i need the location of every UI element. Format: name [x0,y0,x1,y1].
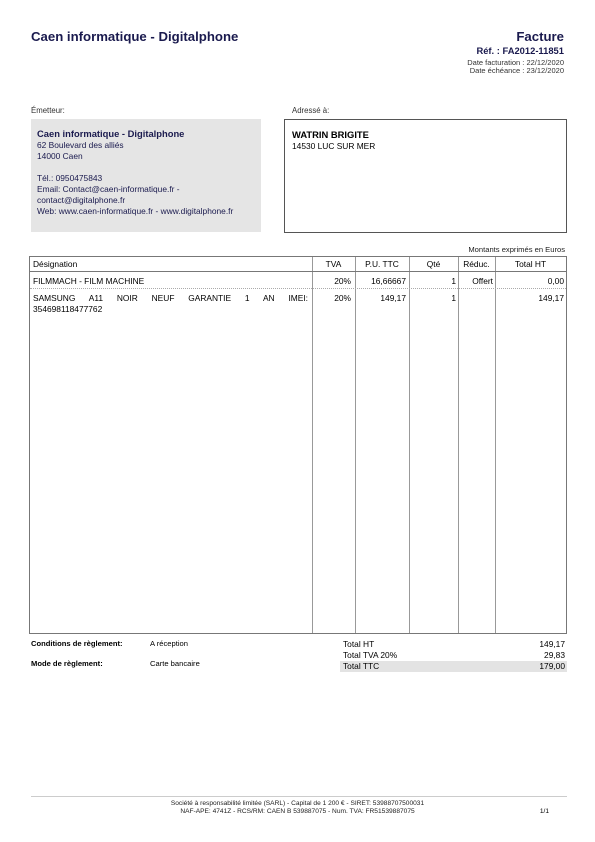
items-table [29,256,567,634]
company-title: Caen informatique - Digitalphone [31,29,239,44]
invoice-reference: Réf. : FA2012-11851 [476,45,564,56]
emitter-address2: 14000 Caen [37,151,83,161]
emitter-email1: Email: Contact@caen-informatique.fr - [37,184,180,194]
total-ht-label: Total HT [343,639,375,649]
currency-note: Montants exprimés en Euros [468,245,565,254]
row2-designation: SAMSUNG A11 NOIR NEUF GARANTIE 1 AN IMEI: [33,293,308,303]
due-date: Date échéance : 23/12/2020 [469,66,564,75]
invoice-date: Date facturation : 22/12/2020 [467,58,564,67]
row1-tva: 20% [334,276,351,286]
emitter-phone: Tél.: 0950475843 [37,173,103,183]
page-number: 1/1 [539,808,549,815]
row1-total: 0,00 [547,276,564,286]
total-ttc-value: 179,00 [539,661,565,671]
header-tva: TVA [325,259,342,269]
document-type: Facture [516,29,564,44]
emitter-name: Caen informatique - Digitalphone [37,128,185,139]
row2-designation-imei: 354698118477762 [33,304,103,314]
emitter-label: Émetteur: [31,106,65,115]
payment-mode-label: Mode de règlement: [31,659,103,668]
addressee-label: Adressé à: [292,106,330,115]
header-discount: Réduc. [463,259,490,269]
total-ttc-row [340,661,567,672]
row1-quantity: 1 [451,276,456,286]
row2-quantity: 1 [451,293,456,303]
row1-discount: Offert [472,276,493,286]
total-ttc-label: Total TTC [343,661,380,671]
total-ht-value: 149,17 [539,639,565,649]
row2-unit-price: 149,17 [380,293,406,303]
total-tva-label: Total TVA 20% [343,650,398,660]
header-unit-price: P.U. TTC [365,259,399,269]
row1-designation: FILMMACH - FILM MACHINE [33,276,145,286]
emitter-email2: contact@digitalphone.fr [37,195,126,205]
row2-total: 149,17 [538,293,564,303]
table-header [30,257,566,272]
payment-mode-value: Carte bancaire [150,659,200,668]
total-ht-row [340,639,567,650]
emitter-box [31,119,261,232]
footer-divider [31,796,567,797]
header-quantity: Qté [426,259,441,269]
row2-tva: 20% [334,293,351,303]
addressee-box [284,119,567,233]
header-designation: Désignation [33,259,78,269]
footer-legal-line2: NAF-APE: 4741Z - RCS/RM: CAEN B 539887075 - Num. TVA: FR51539887075 [180,808,415,815]
emitter-web: Web: www.caen-informatique.fr - www.digitalphone.fr [37,206,234,216]
total-tva-value: 29,83 [544,650,565,660]
footer-legal-line1: Société à responsabilité limitée (SARL) - Capital de 1 200 € - SIRET: 53988707500031 [170,800,425,807]
payment-terms-value: A réception [150,639,188,648]
emitter-address1: 62 Boulevard des alliés [37,140,124,150]
row1-unit-price: 16,66667 [371,276,406,286]
addressee-address: 14530 LUC SUR MER [292,141,376,151]
addressee-name: WATRIN BRIGITE [292,129,369,140]
payment-terms-label: Conditions de règlement: [31,639,123,648]
header-total-ht: Total HT [514,259,547,269]
